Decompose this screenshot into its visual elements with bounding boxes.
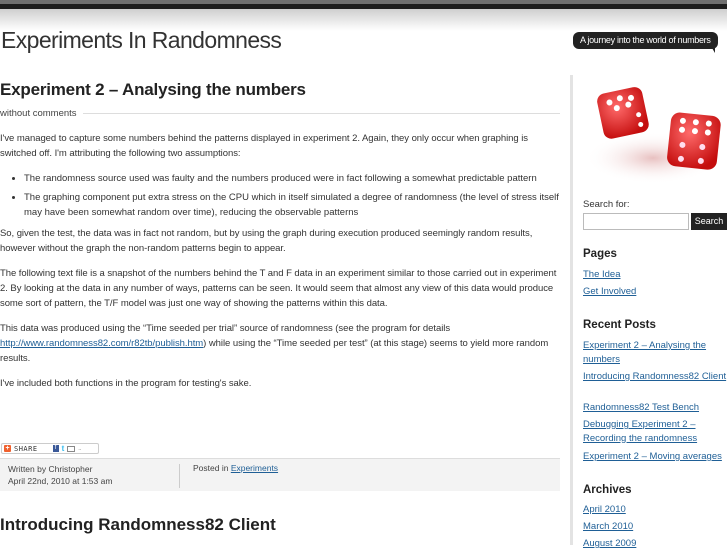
facebook-icon[interactable]: f xyxy=(53,445,59,452)
post-byline xyxy=(8,463,112,487)
share-label: SHARE xyxy=(14,444,38,453)
recent-posts-heading: Recent Posts xyxy=(583,319,656,331)
page-link-the-idea[interactable]: The Idea xyxy=(583,269,621,280)
more-icon[interactable]: .. xyxy=(78,445,82,452)
twitter-icon[interactable]: t xyxy=(61,444,65,453)
assumption-list xyxy=(0,171,560,220)
share-plus-icon: + xyxy=(5,445,10,452)
author: Written by Christopher xyxy=(8,464,93,474)
divider xyxy=(179,464,180,488)
archive-link[interactable]: March 2010 xyxy=(583,521,634,532)
search-input[interactable] xyxy=(583,213,689,230)
next-post-title[interactable]: Introducing Randomness82 Client xyxy=(0,515,276,534)
divider xyxy=(83,113,560,114)
tagline-bubble: A journey into the world of numbers xyxy=(573,32,718,49)
paragraph-1: I've managed to capture some numbers behind the patterns displayed in experiment 2. Again, they only occur when graphing is switched off. I'm attributing the following two assumptions: xyxy=(0,133,528,159)
archives-heading: Archives xyxy=(583,484,632,496)
search-label: Search for: xyxy=(583,199,630,210)
category-link[interactable]: Experiments xyxy=(230,463,279,473)
list-item: • The randomness source used was faulty and the numbers produced were in fact following a somewhat predictable pattern xyxy=(24,171,560,186)
share-button[interactable] xyxy=(1,443,99,454)
paragraph-4 xyxy=(0,321,560,366)
dice-image xyxy=(583,78,727,186)
post-meta xyxy=(0,108,560,119)
recent-post-link[interactable]: Randomness82 Test Bench xyxy=(583,402,700,413)
recent-post-link[interactable]: Experiment 2 – Moving averages xyxy=(583,451,722,462)
recent-post-link[interactable]: Debugging Experiment 2 – Recording the randomness xyxy=(583,419,698,444)
search-button[interactable]: Search xyxy=(691,213,727,230)
comments-link[interactable]: without comments xyxy=(0,108,77,119)
list-item: • The graphing component put extra stress on the CPU which in itself simulated a degree of randomness (the level of stress itself may have been somewhat random over time), reducing the observable patterns xyxy=(24,190,560,220)
site-title[interactable]: Experiments In Randomness xyxy=(1,27,282,53)
email-icon[interactable] xyxy=(67,446,75,452)
recent-post-link[interactable]: Introducing Randomness82 Client xyxy=(583,371,727,382)
recent-post-link[interactable]: Experiment 2 – Analysing the numbers xyxy=(583,340,707,365)
post-footer xyxy=(0,458,560,491)
sidebar-divider xyxy=(570,75,573,545)
post-title[interactable]: Experiment 2 – Analysing the numbers xyxy=(0,80,306,99)
paragraph-2: So, given the test, the data was in fact not random, but by using the graph during execution produced seemingly random results, however without the graph the non-random patterns begin to appear. xyxy=(0,228,533,254)
post-category xyxy=(193,463,278,473)
paragraph-4-text-end: ) while using the “Time seeded per test” (at this stage) seems to yield more random results. xyxy=(0,338,549,364)
paragraph-4-text: This data was produced using the “Time seeded per trial” source of randomness (see the program for details xyxy=(0,323,451,334)
archive-link[interactable]: August 2009 xyxy=(583,538,637,549)
page-link-get-involved[interactable]: Get Involved xyxy=(583,286,637,297)
post-article xyxy=(0,80,560,391)
publish-link[interactable]: http://www.randomness82.com/r82tb/publish.htm xyxy=(0,338,204,349)
paragraph-5: I've included both functions in the program for testing's sake. xyxy=(0,378,252,389)
posted-in-label: Posted in xyxy=(193,463,231,473)
archive-link[interactable]: April 2010 xyxy=(583,504,626,515)
post-date: April 22nd, 2010 at 1:53 am xyxy=(8,476,113,486)
paragraph-3: The following text file is a snapshot of the numbers behind the T and F data in an experiment similar to those carried out in experiment 2. By looking at the data in any number of ways, patterns can be seen. It would seem that almost any view of this data would produce some sort of pattern, the T/F model was just one way of showing the patterns within this data. xyxy=(0,268,557,309)
pages-heading: Pages xyxy=(583,248,617,260)
